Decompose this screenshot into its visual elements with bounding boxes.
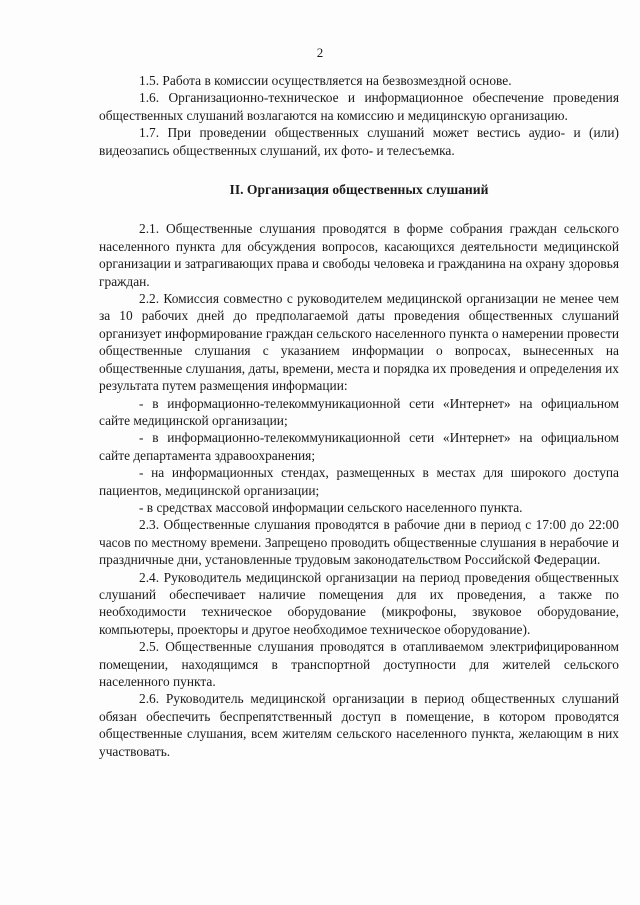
list-item: - в информационно-телекоммуникационной сети «Интернет» на официальном сайте департамента здравоохранения; — [99, 430, 619, 463]
paragraph-2-2: 2.2. Комиссия совместно с руководителем медицинской организации не менее чем за 10 рабочих дней до предполагаемой даты проведения общественных слушаний организует информирование граждан сельского населенного пункта о намерении провести общественные слушания с указанием информации о вопросах, вынесенных на общественные слушания, даты, времени, места и порядка их проведения и определения их результата путем размещения информации: — [99, 291, 619, 394]
list-item: - на информационных стендах, размещенных в местах для широкого доступа пациентов, медицинской организации; — [99, 465, 619, 498]
paragraph-2-1: 2.1. Общественные слушания проводятся в форме собрания граждан сельского населенного пункта для обсуждения вопросов, касающихся деятельности медицинской организации и затрагивающих права и свободы человека и гражданина на охрану здоровья граждан. — [99, 221, 619, 289]
paragraph-1-6: 1.6. Организационно-техническое и информационное обеспечение проведения общественных слушаний возлагаются на комиссию и медицинскую организацию. — [99, 90, 619, 123]
paragraph-2-3: 2.3. Общественные слушания проводятся в рабочие дни в период с 17:00 до 22:00 часов по местному времени. Запрещено проводить общественные слушания в нерабочие и праздничные дни, установленные трудовым законодательством Российской Федерации. — [99, 517, 619, 568]
list-item: - в информационно-телекоммуникационной сети «Интернет» на официальном сайте медицинской организации; — [99, 395, 619, 428]
page-number: 2 — [316, 45, 324, 60]
paragraph-2-5: 2.5. Общественные слушания проводятся в отапливаемом электрифицированном помещении, находящимся в транспортной доступности для жителей сельского населенного пункта. — [99, 639, 619, 689]
paragraph-2-4: 2.4. Руководитель медицинской организации на период проведения общественных слушаний обеспечивает наличие помещения для их проведения, а также по необходимости техническое оборудование (микрофоны, звуковое оборудование, компьютеры, проекторы и другое необходимое техническое оборудование). — [99, 569, 619, 637]
document-body — [99, 72, 619, 760]
section-heading: II. Организация общественных слушаний — [229, 182, 489, 198]
list-item: - в средствах массовой информации сельского населенного пункта. — [139, 499, 523, 515]
paragraph-1-5: 1.5. Работа в комиссии осуществляется на безвозмездной основе. — [139, 73, 512, 88]
paragraph-1-7: 1.7. При проведении общественных слушаний может вестись аудио- и (или) видеозапись общественных слушаний, их фото- и телесъемка. — [99, 125, 619, 158]
paragraph-2-6: 2.6. Руководитель медицинской организации в период общественных слушаний обязан обеспечить беспрепятственный доступ в помещение, в котором проводятся общественные слушания, всем жителям сельского населенного пункта, желающим в них участвовать. — [99, 691, 619, 759]
